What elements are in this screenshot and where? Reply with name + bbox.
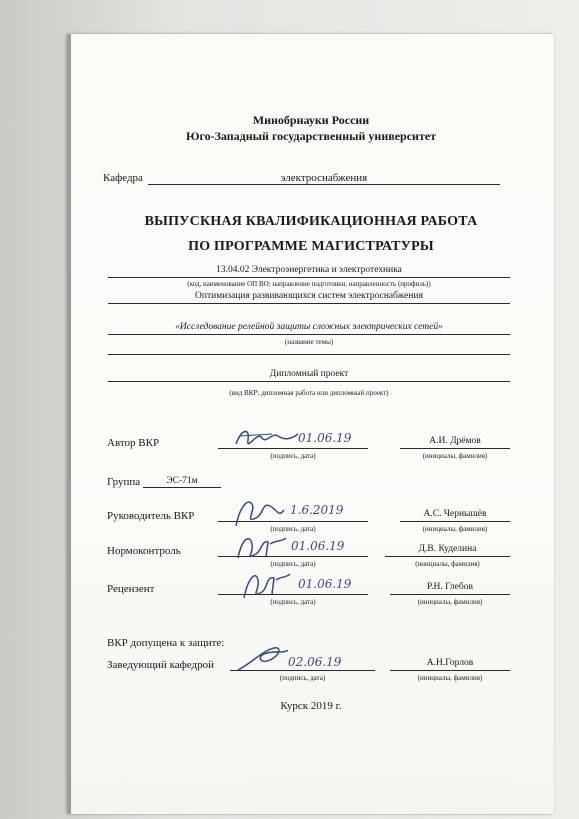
- normcontrol-name: Д.В. Куделина: [418, 544, 477, 554]
- supervisor-name-caption: (инициалы, фамилия): [422, 525, 488, 533]
- reviewer-signature: [236, 566, 292, 607]
- author-name: А.И. Дрёмов: [429, 436, 481, 446]
- head-name-underline: [390, 670, 510, 671]
- work-type-value: Дипломный проект: [269, 369, 349, 379]
- reviewer-name-caption: (инициалы, фамилия): [417, 598, 483, 606]
- work-type-underline: [108, 381, 510, 382]
- program-caption: (код, наименование ОП ВО: направление подготовки, направленность (профиль)): [187, 280, 431, 288]
- group-label: Группа: [107, 476, 141, 488]
- reviewer-sign-date: 01.06.19: [298, 577, 352, 591]
- work-title-line2: ПО ПРОГРАММЕ МАГИСТРАТУРЫ: [188, 239, 434, 254]
- binder-edge: [68, 34, 71, 814]
- head-signature: [234, 644, 290, 679]
- work-type-caption: (вид ВКР: дипломная работа или дипломный проект): [229, 389, 389, 397]
- head-sign-date: 02.06.19: [288, 655, 342, 669]
- title-page-sheet: [68, 34, 554, 814]
- group-value: ЭС-71м: [166, 476, 198, 486]
- admission-text: ВКР допущена к защите:: [107, 637, 225, 649]
- reviewer-name-underline: [390, 594, 510, 595]
- work-title-line1: ВЫПУСКНАЯ КВАЛИФИКАЦИОННАЯ РАБОТА: [144, 214, 478, 229]
- university-name: Юго-Западный государственный университет: [185, 129, 437, 143]
- author-sign-caption: (подпись, дата): [270, 452, 316, 460]
- city-year: Курск 2019 г.: [280, 700, 342, 712]
- normcontrol-sign-date: 01.06.19: [291, 539, 345, 553]
- normcontrol-signature: [232, 530, 288, 569]
- head-of-department-label: Заведующий кафедрой: [107, 659, 214, 671]
- normcontrol-sign-caption: (подпись, дата): [270, 560, 316, 568]
- author-signature: [232, 424, 302, 457]
- topic-underline-2: [108, 354, 510, 355]
- department-value: электроснабжения: [280, 172, 368, 184]
- topic-underline: [108, 334, 510, 335]
- supervisor-sign-caption: (подпись, дата): [270, 525, 316, 533]
- head-sign-caption: (подпись, дата): [279, 674, 326, 682]
- group-underline: [143, 487, 221, 488]
- author-sign-date: 01.06.19: [298, 431, 352, 445]
- profile-underline: [108, 303, 510, 304]
- head-name: А.Н.Горлов: [426, 658, 474, 668]
- supervisor-name: А.С. Чернышёв: [423, 509, 487, 519]
- reviewer-label: Рецензент: [107, 583, 155, 595]
- normcontrol-name-caption: (инициалы, фамилия): [415, 560, 480, 568]
- ministry-name: Минобрнауки России: [252, 113, 370, 127]
- head-name-caption: (инициалы, фамилия): [417, 674, 483, 682]
- supervisor-label: Руководитель ВКР: [107, 510, 195, 522]
- author-name-underline: [400, 448, 510, 449]
- normcontrol-name-underline: [385, 556, 510, 557]
- reviewer-sign-caption: (подпись, дата): [270, 598, 316, 606]
- reviewer-name: Р.Н. Глебов: [427, 582, 473, 592]
- topic-caption: (название темы): [284, 338, 334, 346]
- supervisor-sign-date: 1.6.2019: [290, 503, 344, 517]
- program-code-name: 13.04.02 Электроэнергетика и электротехника: [216, 265, 402, 275]
- normcontrol-label: Нормоконтроль: [107, 545, 181, 557]
- supervisor-name-underline: [400, 521, 510, 522]
- department-underline: [148, 184, 500, 185]
- author-label: Автор ВКР: [107, 437, 160, 449]
- program-underline: [108, 277, 510, 278]
- program-profile: Оптимизация развивающихся систем электроснабжения: [195, 291, 423, 301]
- topic-value: «Исследование релейной защиты сложных электрических сетей»: [175, 322, 443, 332]
- author-name-caption: (инициалы, фамилия): [422, 452, 488, 460]
- department-label: Кафедра: [103, 172, 143, 184]
